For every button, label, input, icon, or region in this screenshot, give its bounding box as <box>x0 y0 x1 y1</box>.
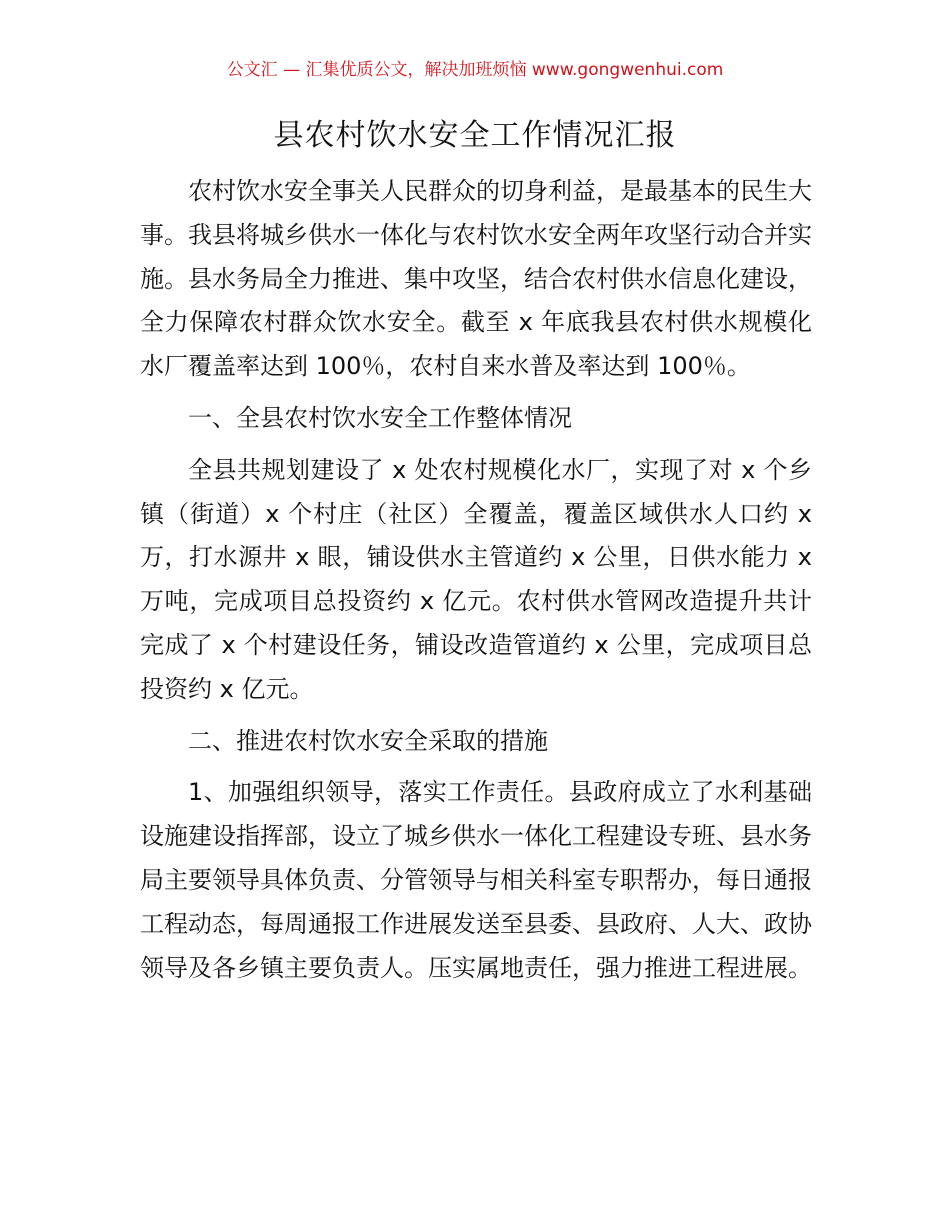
section-heading-2: 二、推进农村饮水安全采取的措施 <box>188 726 548 755</box>
intro-paragraph: 农村饮水安全事关人民群众的切身利益，是最基本的民生大事。我县将城乡供水一体化与农村饮水安全两年攻坚行动合并实施。县水务局全力推进、集中攻坚，结合农村供水信息化建设，全力保障农村群众饮水安全。截至 x 年底我县农村供水规模化水厂覆盖率达到 100％，农村自来水普及率达到 100％。 <box>140 177 812 381</box>
site-banner: 公文汇 — 汇集优质公文，解决加班烦恼 www.gongwenhui.com <box>226 60 724 80</box>
document-body <box>140 170 812 990</box>
section-1-paragraph: 全县共规划建设了 x 处农村规模化水厂，实现了对 x 个乡镇（街道）x 个村庄（社区）全覆盖，覆盖区域供水人口约 x 万，打水源井 x 眼，铺设供水主管道约 x 公里，日供水能力 x 万吨，完成项目总投资约 x 亿元。农村供水管网改造提升共计完成了 x 个村建设任务，铺设改造管道约 x 公里，完成项目总投资约 x 亿元。 <box>140 455 812 703</box>
section-heading-1: 一、全县农村饮水安全工作整体情况 <box>188 403 572 432</box>
document-title: 县农村饮水安全工作情况汇报 <box>273 118 677 153</box>
section-2-item-1-paragraph: 1、加强组织领导，落实工作责任。县政府成立了水利基础设施建设指挥部，设立了城乡供水一体化工程建设专班、县水务局主要领导具体负责、分管领导与相关科室专职帮办，每日通报工程动态，每周通报工作进展发送至县委、县政府、人大、政协领导及各乡镇主要负责人。压实属地责任，强力推进工程进展。 <box>140 778 812 982</box>
